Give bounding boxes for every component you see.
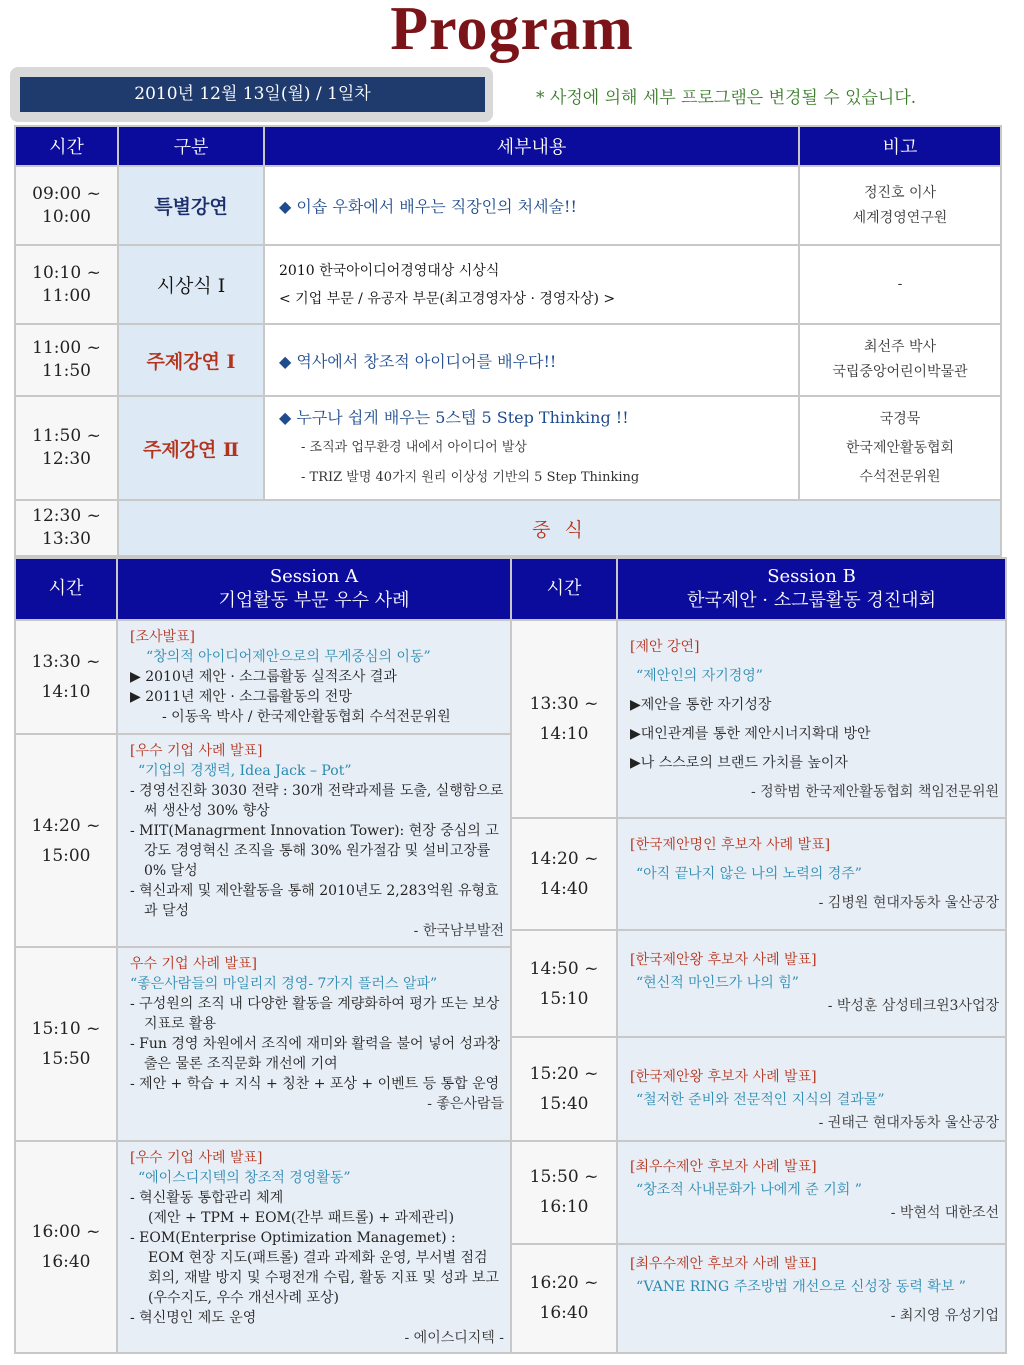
category-cell: 주제강연 Ⅱ [118,396,264,500]
session-a-item: [우수 기업 사례 발표] “에이스디지텍의 창조적 경영활동” - 혁신활동 통합관리 체계 (제안 + TPM + EOM(간부 패트롤) + 과제관리) - EOM(Enterprise Optimization Managemet) : EOM 현장 지도(패트롤) 결과 과제화 운영, 부서별 점검 회의, 재발 방지 및 수평전개 수립, 활동 지표 및 성과 보고(우수지도, 우수 개선사례 포상) - 혁신명인 제도 운영 - 에이스디지텍 - [117,1141,511,1353]
time-cell: 15:10 ~ 15:50 [15,947,117,1141]
note-cell: 최선주 박사 국립중앙어린이박물관 [799,324,1001,396]
change-notice: * 사정에 의해 세부 프로그램은 변경될 수 있습니다. [536,88,917,108]
time-cell: 10:10 ~ 11:00 [15,245,118,324]
header-session-b: Session B 한국제안 · 소그룹활동 경진대회 [617,558,1006,620]
detail-cell: ◆ 역사에서 창조적 아이디어를 배우다!! [264,324,799,396]
date-label: 2010년 12월 13일(월) / 1일차 [20,77,485,112]
session-a-item: [조사발표] “창의적 아이디어제안으로의 무게중심의 이동” ▶ 2010년 제안 · 소그룹활동 실적조사 결과 ▶ 2011년 제안 · 소그룹활동의 전망 - 이동욱 박사 / 한국제안활동협회 수석전문위원 [117,620,511,734]
header-detail: 세부내용 [264,126,799,166]
session-b-item: [한국제안명인 후보자 사례 발표] “아직 끝나지 않은 나의 노력의 경주” - 김병원 현대자동차 울산공장 [617,818,1006,930]
lunch-cell: 중 식 [118,500,1001,556]
detail-cell: ◆ 누구나 쉽게 배우는 5스텝 5 Step Thinking !! - 조직과 업무환경 내에서 아이디어 발상 - TRIZ 발명 40가지 원리 이상성 기반의 5 Step Thinking [264,396,799,500]
session-b-item: [한국제안왕 후보자 사례 발표] “현신적 마인드가 나의 힘” - 박성훈 삼성테크윈3사업장 [617,930,1006,1037]
session-table [14,557,1007,1354]
morning-schedule-table [14,125,1002,557]
time-cell: 16:20 ~ 16:40 [511,1244,617,1353]
note-cell: 국경묵 한국제안활동협회 수석전문위원 [799,396,1001,500]
session-b-item: [제안 강연] “제안인의 자기경영” ▶제안을 통한 자기성장 ▶대인관계를 통한 제안시너지확대 방안 ▶나 스스로의 브랜드 가치를 높이자 - 정학범 한국제안활동협회 책임전문위원 [617,620,1006,818]
category-cell: 시상식 Ⅰ [118,245,264,324]
header-row [15,126,1001,166]
header-time-b: 시간 [511,558,617,620]
time-cell: 14:20 ~ 14:40 [511,818,617,930]
header-category: 구분 [118,126,264,166]
table-row [15,396,1001,500]
note-cell: 정진호 이사 세계경영연구원 [799,166,1001,245]
header-note: 비고 [799,126,1001,166]
session-a-item: [우수 기업 사례 발표] “기업의 경쟁력, Idea Jack – Pot” - 경영선진화 3030 전략 : 30개 전략과제를 도출, 실행함으로써 생산성 30% 향상 - MIT(Managrment Innovation Tower): 현장 중심의 고강도 경영혁신 조직을 통해 30% 원가절감 및 설비고장률 0% 달성 - 혁신과제 및 제안활동을 통해 2010년도 2,283억원 유형효과 달성 - 한국남부발전 [117,734,511,947]
table-row [15,324,1001,396]
time-cell: 15:50 ~ 16:10 [511,1141,617,1244]
time-cell: 11:50 ~ 12:30 [15,396,118,500]
time-cell: 13:30 ~ 14:10 [511,620,617,818]
note-cell: - [799,245,1001,324]
session-b-item: [최우수제안 후보자 사례 발표] “창조적 사내문화가 나에게 준 기회 ” - 박현석 대한조선 [617,1141,1006,1244]
table-row [15,166,1001,245]
time-cell: 13:30 ~ 14:10 [15,620,117,734]
time-cell: 16:00 ~ 16:40 [15,1141,117,1353]
header-time: 시간 [15,126,118,166]
time-cell: 15:20 ~ 15:40 [511,1037,617,1141]
time-cell: 14:20 ~ 15:00 [15,734,117,947]
table-row [15,500,1001,556]
detail-cell: ◆ 이솝 우화에서 배우는 직장인의 처세술!! [264,166,799,245]
time-cell: 14:50 ~ 15:10 [511,930,617,1037]
time-cell: 12:30 ~ 13:30 [15,500,118,556]
session-header-row [15,558,1006,620]
session-b-item: [한국제안왕 후보자 사례 발표] “철저한 준비와 전문적인 지식의 결과물” - 권태근 현대자동차 울산공장 [617,1037,1006,1141]
table-row [15,245,1001,324]
session-b-item: [최우수제안 후보자 사례 발표] “VANE RING 주조방법 개선으로 신성장 동력 확보 ” - 최지영 유성기업 [617,1244,1006,1353]
session-a-item: 우수 기업 사례 발표] “좋은사람들의 마일리지 경영- 7가지 플러스 알파” - 구성원의 조직 내 다양한 활동을 계량화하여 평가 또는 보상 지표로 활용 - Fun 경영 차원에서 조직에 재미와 활력을 불어 넣어 성과창출은 물론 조직문화 개선에 기여 - 제안 + 학습 + 지식 + 칭찬 + 포상 + 이벤트 등 통합 운영 - 좋은사람들 [117,947,511,1141]
header-time-a: 시간 [15,558,117,620]
page-title: Program [390,0,634,63]
time-cell: 11:00 ~ 11:50 [15,324,118,396]
time-cell: 09:00 ~ 10:00 [15,166,118,245]
category-cell: 특별강연 [118,166,264,245]
header-session-a: Session A 기업활동 부문 우수 사례 [117,558,511,620]
category-cell: 주제강연 Ⅰ [118,324,264,396]
detail-cell: 2010 한국아이디어경영대상 시상식 < 기업 부문 / 유공자 부문(최고경영자상 · 경영자상) > [264,245,799,324]
